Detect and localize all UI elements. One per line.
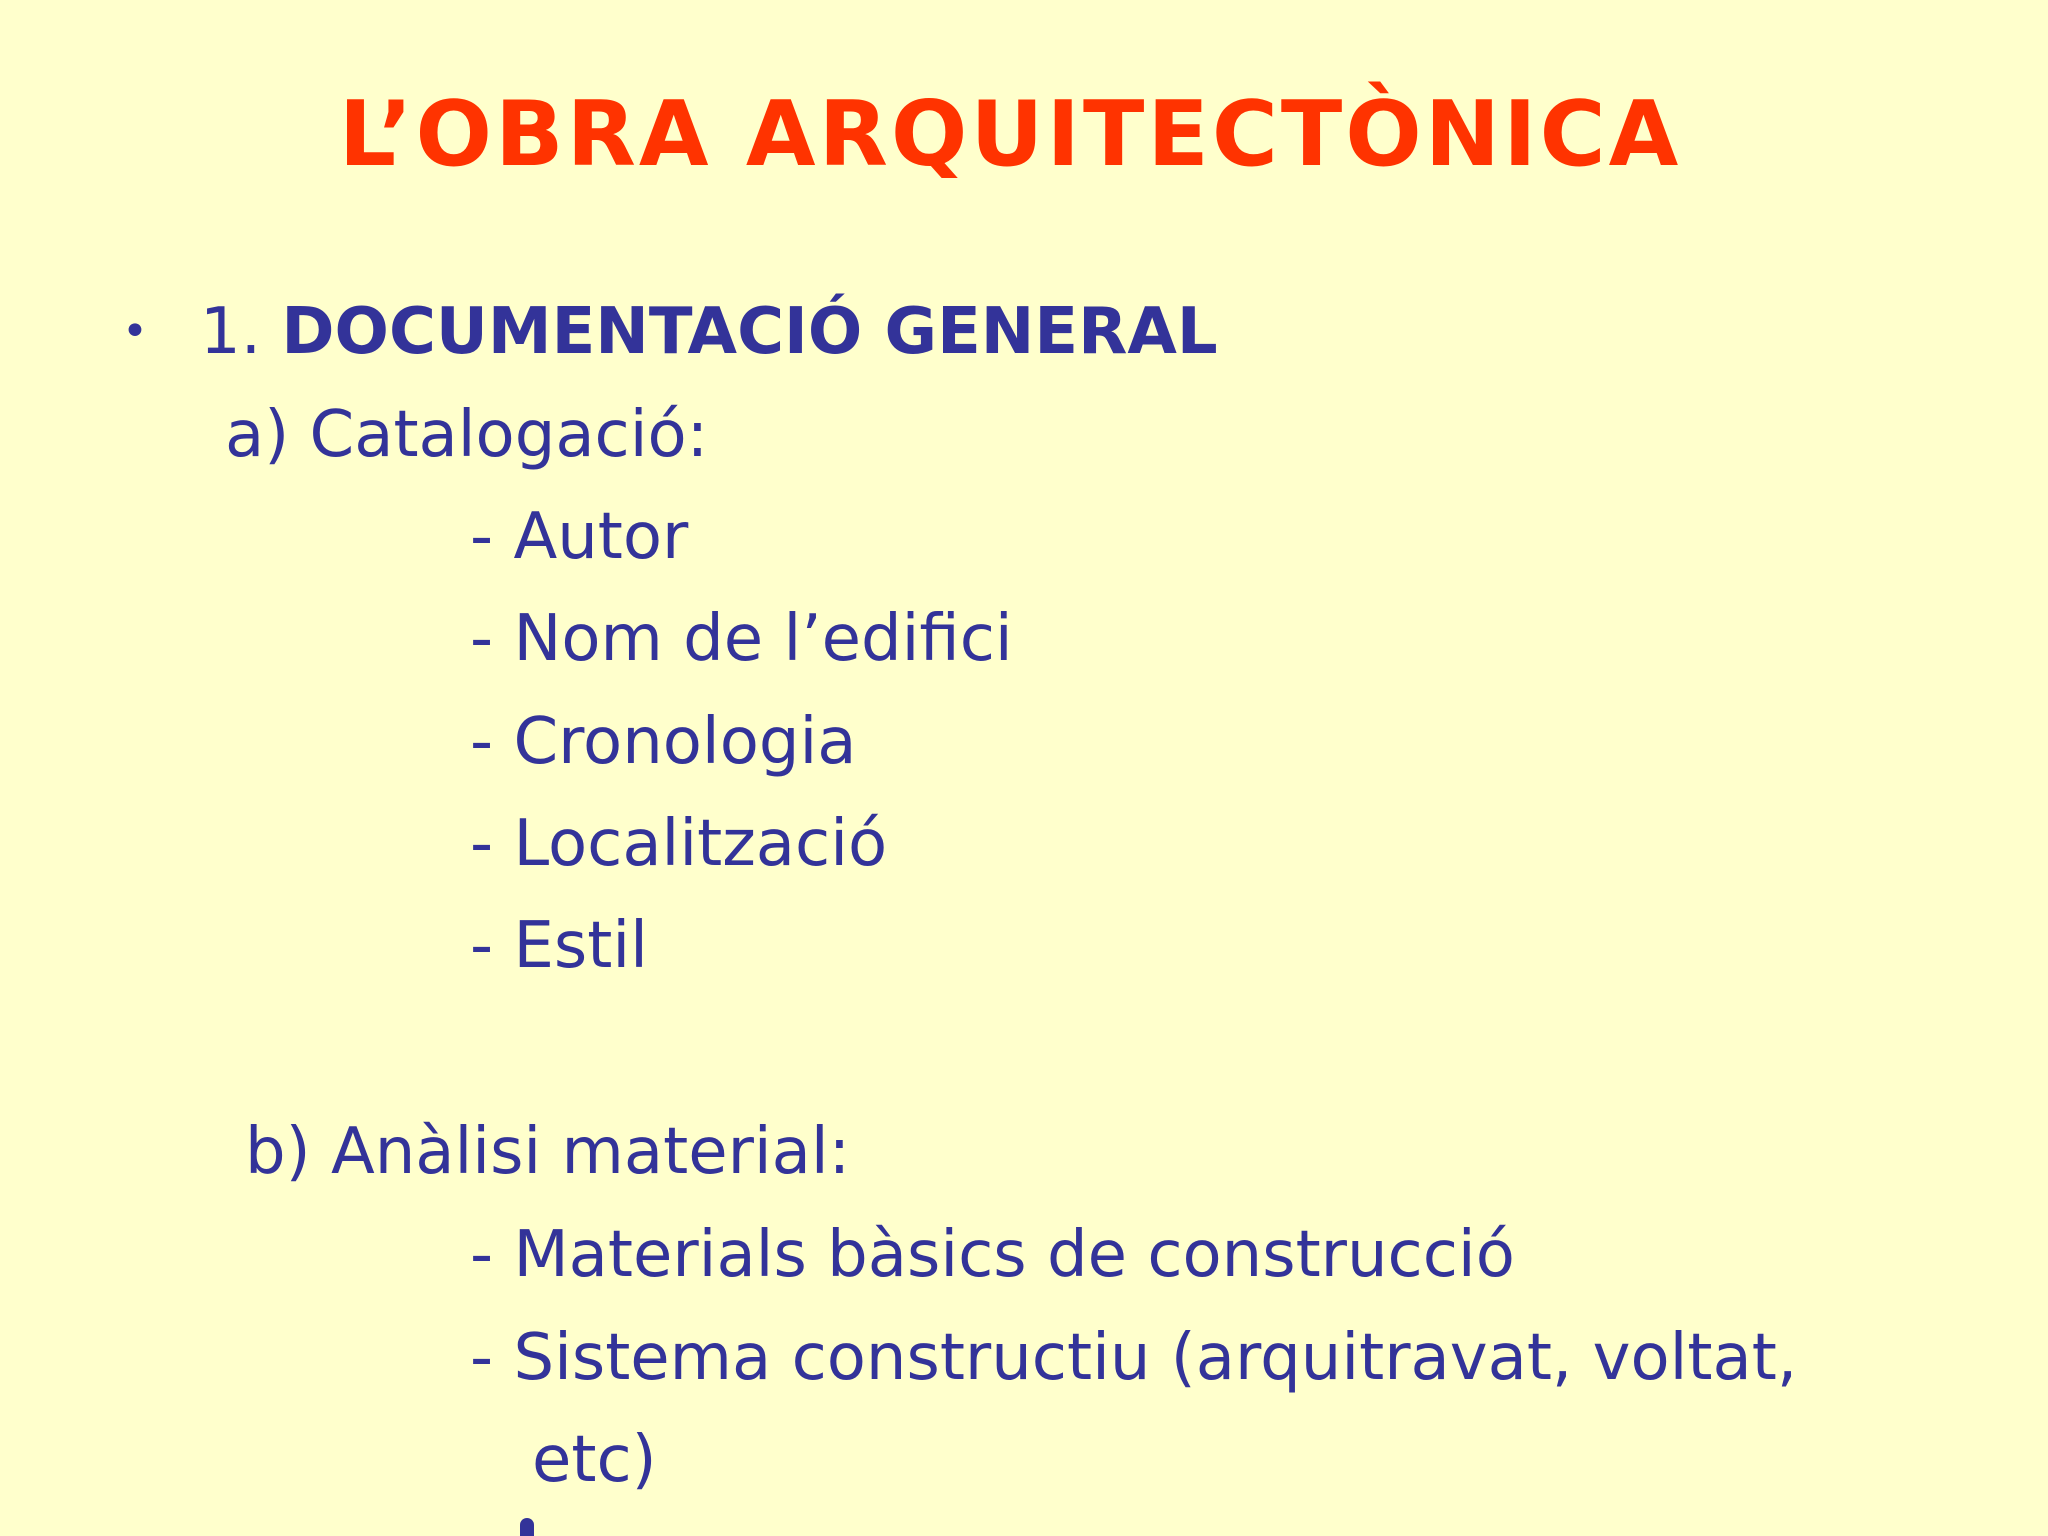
- list-item-estil: - Estil: [470, 909, 648, 983]
- list-item-cronologia: - Cronologia: [470, 705, 857, 779]
- list-item-localitzacio: - Localització: [470, 807, 888, 881]
- list-item-sistema-constructiu: - Sistema constructiu (arquitravat, voltat,: [470, 1321, 1798, 1395]
- bullet-icon: •: [122, 306, 148, 357]
- section-heading: [200, 292, 1218, 372]
- list-item-autor: - Autor: [470, 500, 689, 574]
- subsection-a-label: a) Catalogació:: [225, 398, 709, 472]
- list-item-materials: - Materials bàsics de construcció: [470, 1218, 1515, 1292]
- clipped-text-fragment: [520, 1518, 534, 1536]
- subsection-b-label: b) Anàlisi material:: [245, 1115, 851, 1189]
- list-item-sistema-constructiu-continued: etc): [532, 1423, 657, 1497]
- list-item-nom-edifici: - Nom de l’edifici: [470, 602, 1013, 676]
- section-number: 1.: [200, 295, 262, 369]
- section-title: DOCUMENTACIÓ GENERAL: [281, 295, 1218, 369]
- slide-title: L’OBRA ARQUITECTÒNICA: [338, 82, 1682, 187]
